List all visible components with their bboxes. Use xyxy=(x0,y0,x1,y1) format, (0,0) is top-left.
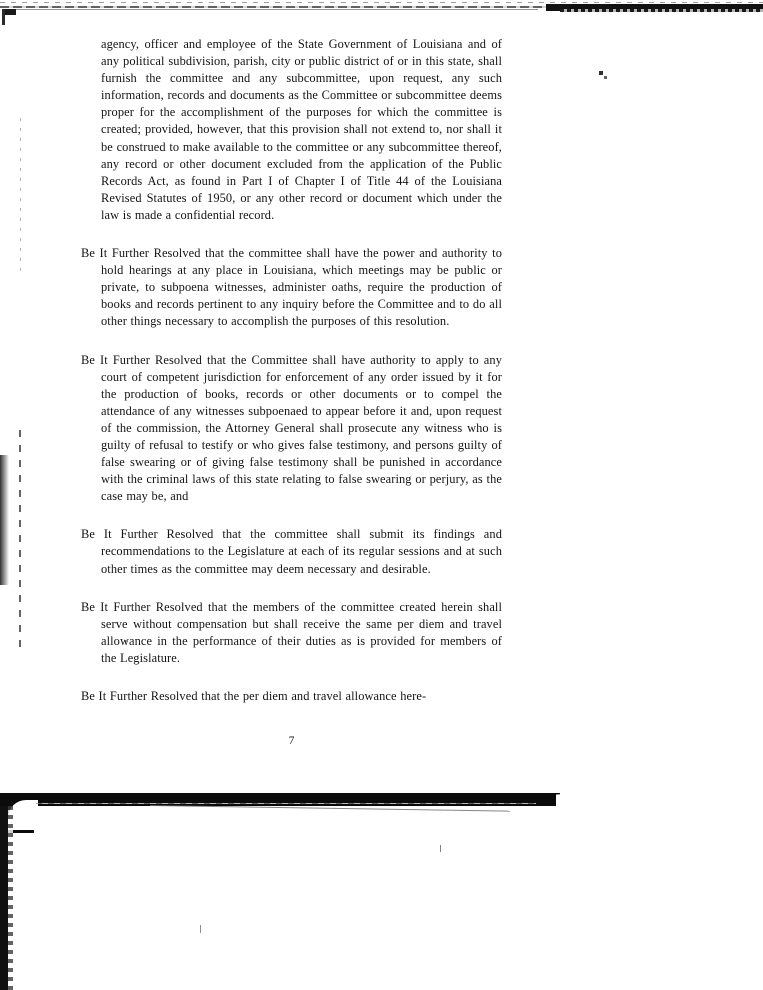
scan-edge-top-hairline xyxy=(0,2,763,3)
scan-speck xyxy=(440,845,441,852)
scan-speck xyxy=(200,925,201,933)
paragraph-clause-hearings: Be It Further Resolved that the committee shall have the power and authority to hold hearings at any place in Louisiana, which meetings may be public or private, to subpoena witnesses, administer oaths, require the production of books and records pertinent to any inquiry before the Committee and to do all other things necessary to accomplish the purposes of this resolution. xyxy=(81,246,502,329)
scan-edge-left-dashed-line-lower xyxy=(19,430,21,650)
scan-edge-bottom-band-taper xyxy=(410,793,560,803)
scan-speck xyxy=(604,76,607,79)
scan-edge-top-right-dashed-block xyxy=(560,9,763,12)
scan-edge-left-smudge xyxy=(0,455,9,585)
scan-edge-bottom-dashed-hairline xyxy=(36,803,536,804)
page-number: 7 xyxy=(288,735,295,747)
scan-edge-top-thin-rule xyxy=(8,9,538,10)
scan-edge-left-lower-strip-soft xyxy=(8,806,13,990)
paragraph-clause-per-diem: Be It Further Resolved that the per diem and travel allowance here- xyxy=(81,689,427,703)
scan-edge-left-dashed-line-upper xyxy=(20,118,21,278)
paragraph-clause-enforcement: Be It Further Resolved that the Committee shall have authority to apply to any court of competent jurisdiction for enforcement of any order issued by it for the production of books, records or other documents or to compel the attendance of any witnesses subpoenaed to appear before it and, upon request of the commission, the Attorney General shall prosecute any witness who is guilty of refusal to testify or who gives false testimony, and persons guilty of false swearing or of giving false testimony shall be punished in accordance with the criminal laws of this state relating to false swearing or perjury, as the case may be, and xyxy=(81,352,502,504)
scan-edge-top-left-tick xyxy=(2,9,5,25)
paragraph-clause-findings: Be It Further Resolved that the committee shall submit its findings and recommendations to the Legislature at each of its regular sessions and at such other times as the committee may deem necessary and desirable. xyxy=(81,527,502,576)
scan-edge-left-lower-strip xyxy=(0,806,8,990)
paragraph-continuation: agency, officer and employee of the State Government of Louisiana and of any political subdivision, parish, city or public district of or in this state, shall furnish the committee and any subcommittee, upon request, any such information, records and documents as the Committee or subcommittee deems proper for the accomplishment of the purposes for which the committee is created; provided, however, that this provision shall not extend to, nor shall it be construed to make available to the committee or any subcommittee thereof, any record or other document excluded from the application of the Public Records Act, as found in Part I of Chapter I of Title 44 of the Louisiana Revised Statutes of 1950, or any other record or document which under the law is made a confidential record. xyxy=(101,37,502,222)
scan-speck xyxy=(599,71,603,75)
document-body xyxy=(81,36,502,705)
paragraph-clause-compensation: Be It Further Resolved that the members of the committee created herein shall serve without compensation but shall receive the same per diem and travel allowance in the performance of their duties as is provided for members of the Legislature. xyxy=(81,599,502,665)
